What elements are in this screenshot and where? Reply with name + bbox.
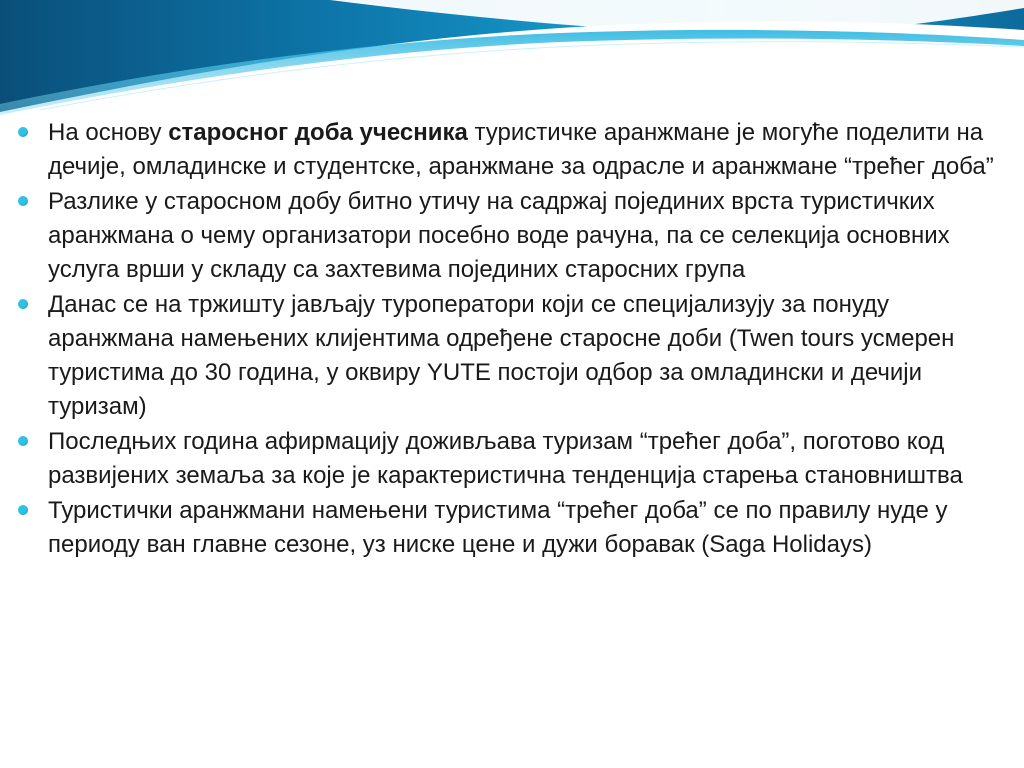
bullet-list xyxy=(16,116,1006,562)
header-wave-decoration xyxy=(0,0,1024,125)
bullet-text: Последњих година афирмацију доживљава туризам “трећег доба”, поготово код развијених земаља за које је карактеристична тенденција старења становништва xyxy=(48,428,963,489)
bullet-dot-icon xyxy=(18,436,28,446)
bullet-text-pre: На основу xyxy=(48,119,169,146)
bullet-item-1 xyxy=(16,116,1006,184)
bullet-dot-icon xyxy=(18,505,28,515)
bullet-item-2 xyxy=(16,185,1006,287)
bullet-item-5 xyxy=(16,494,1006,562)
bullet-text-bold: старосног доба учесника xyxy=(168,119,468,146)
bullet-text-post: туристичке аранжмане је могуће поделити на дечије, омладинске и студентске, аранжмане за одрасле и аранжмане “трећег доба” xyxy=(48,119,994,180)
content-area xyxy=(16,116,1006,563)
bullet-item-3 xyxy=(16,288,1006,424)
bullet-text: Туристички аранжмани намењени туристима “трећег доба” се по правилу нуде у периоду ван главне сезоне, уз ниске цене и дужи боравак (Saga Holidays) xyxy=(48,497,948,558)
bullet-dot-icon xyxy=(18,127,28,137)
bullet-dot-icon xyxy=(18,196,28,206)
bullet-dot-icon xyxy=(18,299,28,309)
bullet-item-4 xyxy=(16,425,1006,493)
bullet-text: Данас се на тржишту јављају туроператори који се специјализују за понуду аранжмана намењених клијентима одређене старосне доби (Twen tours усмерен туристима до 30 година, у оквиру YUTE постоји одбор за омладински и дечији туризам) xyxy=(48,291,955,420)
bullet-text: Разлике у старосном добу битно утичу на садржај појединих врста туристичких аранжмана о чему организатори посебно воде рачуна, па се селекција основних услуга врши у складу са захтевима појединих старосних група xyxy=(48,188,950,283)
